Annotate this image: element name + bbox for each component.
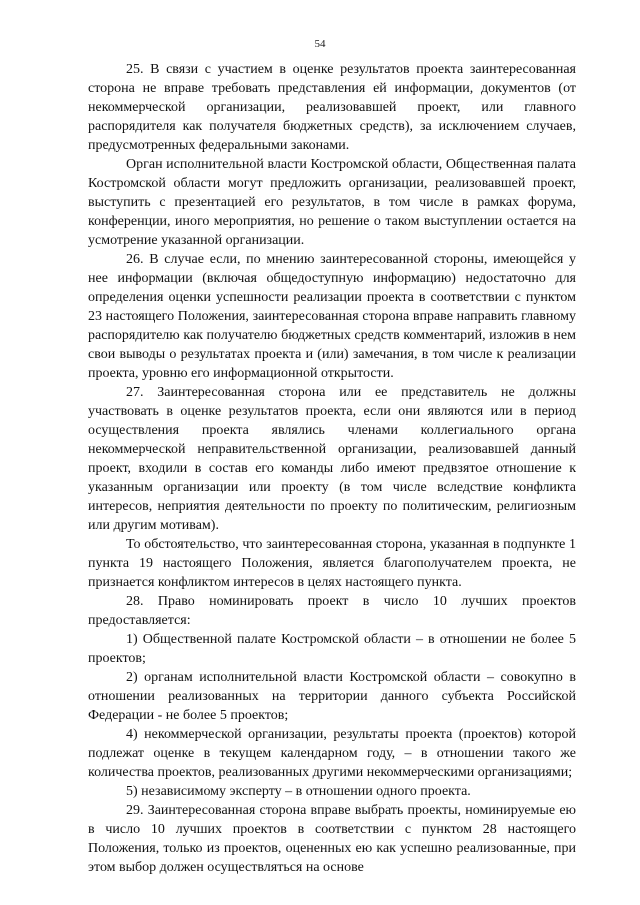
paragraph-25-presentation: Орган исполнительной власти Костромской области, Общественная палата Костромской области могут предложить организации, реализовавшей проект, выступить с презентацией его результатов, в том числе в рамках форума, конференции, иного мероприятия, но решение о таком выступлении остается на усмотрение указанной организации. [88, 157, 576, 248]
list-item-28-5: 5) независимому эксперту – в отношении одного проекта. [126, 784, 471, 799]
paragraph-29: 29. Заинтересованная сторона вправе выбрать проекты, номинируемые ею в число 10 лучших проектов в соответствии с пунктом 28 настоящего Положения, только из проектов, оцененных ею как успешно реализованные, при этом выбор должен осуществляться на основе [88, 803, 576, 875]
paragraph-26: 26. В случае если, по мнению заинтересованной стороны, имеющейся у нее информации (включая общедоступную информацию) недостаточно для определения оценки успешности реализации проекта в соответствии с пунктом 23 настоящего Положения, заинтересованная сторона вправе направить главному распорядителю как получателю бюджетных средств комментарий, изложив в нем свои выводы о результатах проекта и (или) замечания, в том числе к реализации проекта, уровню его информационной открытости. [88, 252, 576, 381]
paragraph-27-conflict-note: То обстоятельство, что заинтересованная сторона, указанная в подпункте 1 пункта 19 настоящего Положения, является благополучателем проекта, не признается конфликтом интересов в целях настоящего пункта. [88, 537, 576, 590]
list-item-28-1: 1) Общественной палате Костромской области – в отношении не более 5 проектов; [88, 632, 576, 666]
list-item-28-2: 2) органам исполнительной власти Костромской области – совокупно в отношении реализованных на территории данного субъекта Российской Федерации - не более 5 проектов; [88, 670, 576, 723]
paragraph-25: 25. В связи с участием в оценке результатов проекта заинтересованная сторона не вправе требовать представления ей информации, документов (от некоммерческой организации, реализовавшей проект, или главного распорядителя как получателя бюджетных средств), за исключением случаев, предусмотренных федеральными законами. [88, 62, 576, 153]
page-number: 54 [314, 38, 326, 50]
paragraph-28: 28. Право номинировать проект в число 10 лучших проектов предоставляется: [88, 594, 576, 628]
document-body [88, 60, 576, 877]
paragraph-27: 27. Заинтересованная сторона или ее представитель не должны участвовать в оценке результатов проекта, если они являются или в период осуществления проекта являлись членами коллегиального органа некоммерческой неправительственной организации, реализовавшей данный проект, входили в состав его команды либо имеют предвзятое отношение к указанным организации или проекту (в том числе вследствие конфликта интересов, неприятия деятельности по проекту по политическим, религиозным или другим мотивам). [88, 385, 576, 533]
list-item-28-4: 4) некоммерческой организации, результаты проекта (проектов) которой подлежат оценке в текущем календарном году, – в отношении такого же количества проектов, реализованных другими некоммерческими организациями; [88, 727, 576, 780]
